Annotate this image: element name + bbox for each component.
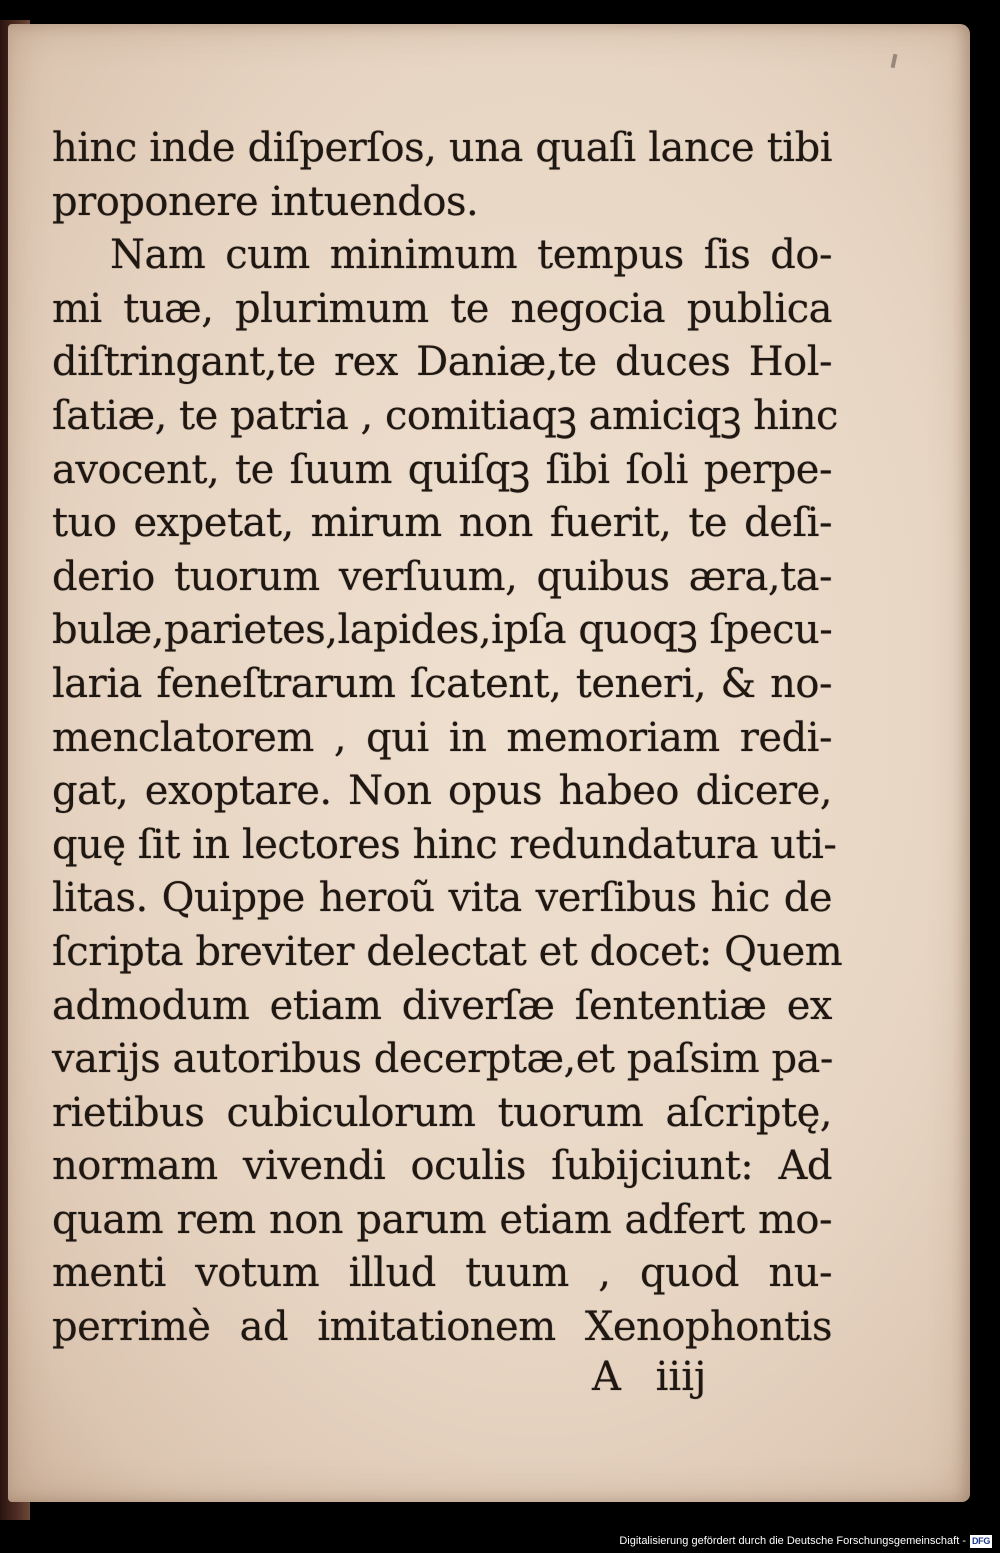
text-line: menclatorem , qui in memoriam redi-	[52, 714, 832, 761]
signature-mark: A iiij	[592, 1354, 707, 1400]
text-line: derio tuorum verſuum, quibus æra,ta-	[52, 553, 832, 600]
text-line: quę ſit in lectores hinc redundatura uti-	[52, 821, 837, 868]
text-line: diſtringant,te rex Daniæ,te duces Hol-	[52, 339, 832, 386]
text-line: litas. Quippe heroũ vita verſibus hic de	[52, 875, 832, 922]
text-line: mi tuæ, plurimum te negocia publica	[52, 285, 832, 332]
text-line: varijs autoribus decerptæ,et paſsim pa-	[52, 1036, 833, 1083]
text-line: menti votum illud tuum , quod nu-	[52, 1250, 832, 1297]
text-line: perrimè ad imitationem Xenophontis	[52, 1304, 832, 1351]
dfg-logo: DFG	[971, 1536, 991, 1546]
text-line: proponere intuendos.	[52, 178, 479, 225]
funding-credit: Digitalisierung gefördert durch die Deutsche Forschungsgemeinschaft -	[619, 1535, 966, 1547]
text-line: tuo expetat, mirum non fuerit, te deſi-	[52, 500, 832, 547]
text-line: admodum etiam diverſæ ſententiæ ex	[52, 982, 832, 1029]
text-line: normam vivendi oculis ſubijciunt: Ad	[52, 1143, 832, 1190]
text-line: laria feneſtrarum ſcatent, teneri, & no-	[52, 660, 832, 707]
text-line: rietibus cubiculorum tuorum aſcriptę,	[52, 1089, 832, 1136]
text-line: gat, exoptare. Non opus habeo dicere,	[52, 768, 832, 815]
text-line: bulæ,parietes,lapides,ipſa quoqꝫ ſpecu-	[52, 607, 833, 654]
text-line: ſcripta breviter delectat et docet: Quem	[52, 928, 843, 975]
text-line: quam rem non parum etiam adfert mo-	[52, 1196, 832, 1243]
text-line: Nam cum minimum tempus ſis do-	[110, 232, 832, 279]
page-text	[52, 122, 843, 1355]
text-line: hinc inde diſperſos, una quaſi lance tibi	[52, 125, 832, 171]
text-line: avocent, te ſuum quiſqꝫ ſibi ſoli perpe-	[52, 446, 832, 493]
text-line: ſatiæ, te patria , comitiaqꝫ amiciqꝫ hinc	[52, 392, 838, 439]
